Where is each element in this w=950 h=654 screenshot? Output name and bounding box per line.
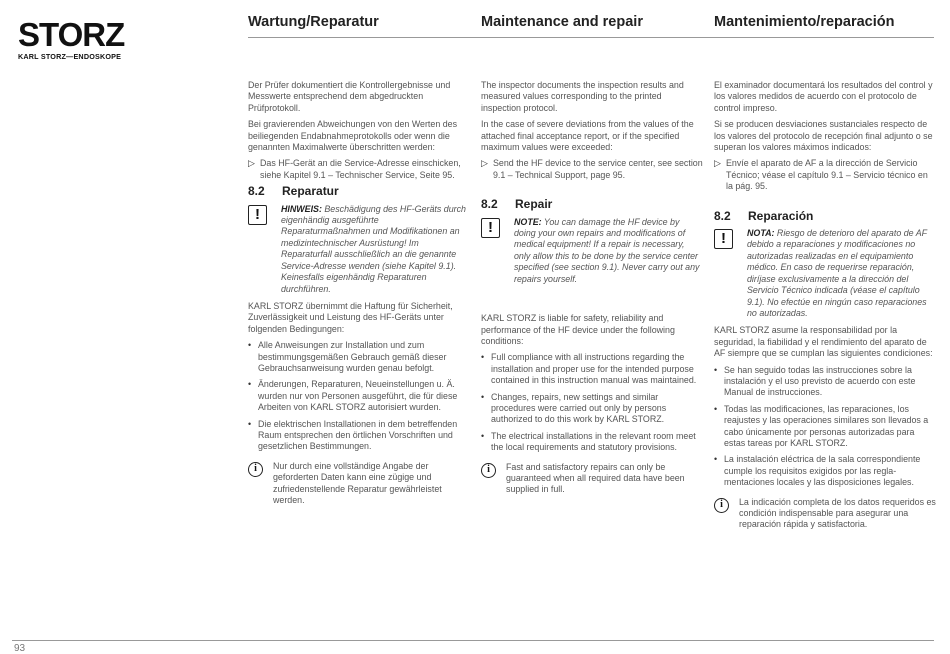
column-de <box>248 80 470 506</box>
section-title: Reparación <box>748 208 814 223</box>
info-text: La indicación completa de los datos requeridos es condición indispensable para asegurar una reparación rápida y satisfactoria. <box>739 496 936 530</box>
list-item: • Die elektrischen Installationen in dem betreffenden Raum entsprechen den örtlichen Vorschriften und gesetzlichen Bestimmungen. <box>248 418 458 452</box>
arrow-step <box>714 158 936 192</box>
section-heading <box>248 186 470 197</box>
note-text: Beschädigung des HF-Geräts durch eigenhändig ausgeführte Reparaturmaßnahmen und Modifikationen an medizintechnischer Ausrüstung! Im Reparaturfall ausschließlich an die genannte Service-Adresse wenden (siehe Kapitel 9.1). Keinesfalls eigenhändig Reparaturen durchführen. <box>281 203 466 294</box>
warning-icon: ! <box>248 205 267 225</box>
arrow-right-icon: ▷ <box>481 158 488 169</box>
paragraph: KARL STORZ is liable for safety, reliability and performance of the HF device under the following conditions: <box>481 313 675 346</box>
karl-storz-logo <box>18 16 168 62</box>
section-number: 8.2 <box>714 208 731 223</box>
info-note <box>714 497 936 531</box>
footer-rule <box>12 640 934 641</box>
info-text: Nur durch eine vollständige Angabe der geforderten Daten kann eine zügige und zufriedenstellende Reparatur gewährleistet werden. <box>273 460 442 505</box>
section-title: Repair <box>515 197 553 212</box>
arrow-right-icon: ▷ <box>248 158 255 169</box>
condition-list <box>248 340 470 453</box>
header-rule <box>248 37 934 38</box>
warning-icon: ! <box>481 218 500 238</box>
warning-icon: ! <box>714 229 733 249</box>
paragraph: El examinador documentará los resultados del control y los valores medidos de acuerdo con el protocolo de control impreso. <box>714 80 933 113</box>
info-note <box>248 461 470 507</box>
section-number: 8.2 <box>481 197 498 212</box>
arrow-step-text: Das HF-Gerät an die Service-Adresse einschicken, siehe Kapitel 9.1 – Technischer Service, Seite 95. <box>260 158 461 180</box>
condition-list <box>714 365 936 489</box>
list-item: • Änderungen, Reparaturen, Neueinstellungen u. Ä. wurden nur von Personen ausgeführt, die für diese Arbeiten von KARL STORZ autorisiert wurden. <box>248 379 458 413</box>
section-title: Reparatur <box>282 184 339 199</box>
paragraph: Si se producen desviaciones sustanciales respecto de los valores del protocolo de recepción final adjunto o se superan los valores máximos indicados: <box>714 119 933 153</box>
list-item: • Se han seguido todas las instrucciones sobre la instalación y el uso previsto de acuerdo con este Manual de instrucciones. <box>714 364 916 398</box>
condition-list <box>481 352 703 453</box>
arrow-step-text: Send the HF device to the service center, see section 9.1 – Technical Support, page 95. <box>493 158 703 180</box>
logo-brand: STORZ <box>18 16 125 53</box>
note-text: Riesgo de deterioro del aparato de AF debido a reparaciones y modificaciones no autorizadas realizadas en el equipamiento médico. En caso de requerirse reparación, diríjase exclusivamente a la dirección del Servicio Técnico indicada (véase el capítulo 9.1). No efectúe en ningún caso reparaciones no autorizadas. <box>747 228 927 318</box>
section-heading <box>714 208 936 223</box>
info-icon: i <box>714 498 729 513</box>
section-number: 8.2 <box>248 184 265 199</box>
note-label: NOTE: <box>514 216 542 227</box>
warning-note <box>248 204 470 295</box>
arrow-step <box>481 158 703 181</box>
info-icon: i <box>481 463 496 478</box>
column-title-en: Maintenance and repair <box>481 14 643 30</box>
list-item: • Todas las modificaciones, las reparaciones, los reajustes y las operaciones similares son llevados a cabo únicamente por personas autorizadas para estas tareas por KARL STORZ. <box>714 403 929 448</box>
paragraph: Der Prüfer dokumentiert die Kontrollergebnisse und Messwerte entsprechend dem abgedruckten Prüfprotokoll. <box>248 80 451 113</box>
logo-subtitle: KARL STORZ—ENDOSKOPE <box>18 52 122 61</box>
paragraph: Bei gravierenden Abweichungen von den Werten des beiliegenden Endabnahmeprotokolls oder wenn die genannten Maximalwerte überschritten werden: <box>248 119 458 153</box>
column-es <box>714 80 936 531</box>
paragraph: KARL STORZ asume la responsabilidad por la seguridad, la fiabilidad y el rendimiento del aparato de AF siempre que se cumplan las siguientes condiciones: <box>714 325 933 359</box>
paragraph: KARL STORZ übernimmt die Haftung für Sicherheit, Zuverlässigkeit und Leistung des HF-Geräts unter folgenden Bedingungen: <box>248 300 453 334</box>
list-item: • La instalación eléctrica de la sala correspondiente cumple los requisitos exigidos por las reglamentaciones locales y las disposiciones legales. <box>714 454 921 488</box>
list-item: • The electrical installations in the relevant room meet the local requirements and statutory provisions. <box>481 430 696 453</box>
note-label: NOTA: <box>747 228 775 239</box>
warning-note <box>714 228 936 319</box>
paragraph: In the case of severe deviations from the values of the attached final acceptance report, or if the specified maximum values were exceeded: <box>481 119 694 153</box>
note-label: HINWEIS: <box>281 203 322 214</box>
list-item: • Full compliance with all instructions regarding the installation and proper use for the intended purpose contained in this instruction manual was maintained. <box>481 352 697 386</box>
info-icon: i <box>248 462 263 477</box>
section-heading <box>481 199 703 210</box>
page-number: 93 <box>14 643 26 654</box>
warning-note <box>481 217 703 285</box>
arrow-right-icon: ▷ <box>714 158 721 169</box>
arrow-step <box>248 158 470 181</box>
column-title-de: Wartung/Reparatur <box>248 14 379 30</box>
column-en <box>481 80 703 496</box>
list-item: • Changes, repairs, new settings and similar procedures were carried out only by persons authorized to do this work by KARL STORZ. <box>481 391 667 425</box>
info-text: Fast and satisfactory repairs can only be guaranteed when all required data have been supplied in full. <box>506 461 685 495</box>
column-title-es: Mantenimiento/reparación <box>714 14 895 30</box>
note-text: You can damage the HF device by doing your own repairs and modifications of medical equipment! If a repair is necessary, only allow this to be done by the service center specified (see section 9.1). Never carry out any repairs yourself. <box>514 216 700 284</box>
arrow-step-text: Envíe el aparato de AF a la dirección de Servicio Técnico; véase el capítulo 9.1 – Servicio técnico en la pág. 95. <box>726 158 928 192</box>
paragraph: The inspector documents the inspection results and measured values corresponding to the printed inspection protocol. <box>481 80 684 113</box>
info-note <box>481 462 703 496</box>
list-item: • Alle Anweisungen zur Installation und zum bestimmungsgemäßen Gebrauch gemäß dieser Gebrauchsanweisung wurden genau befolgt. <box>248 340 447 373</box>
